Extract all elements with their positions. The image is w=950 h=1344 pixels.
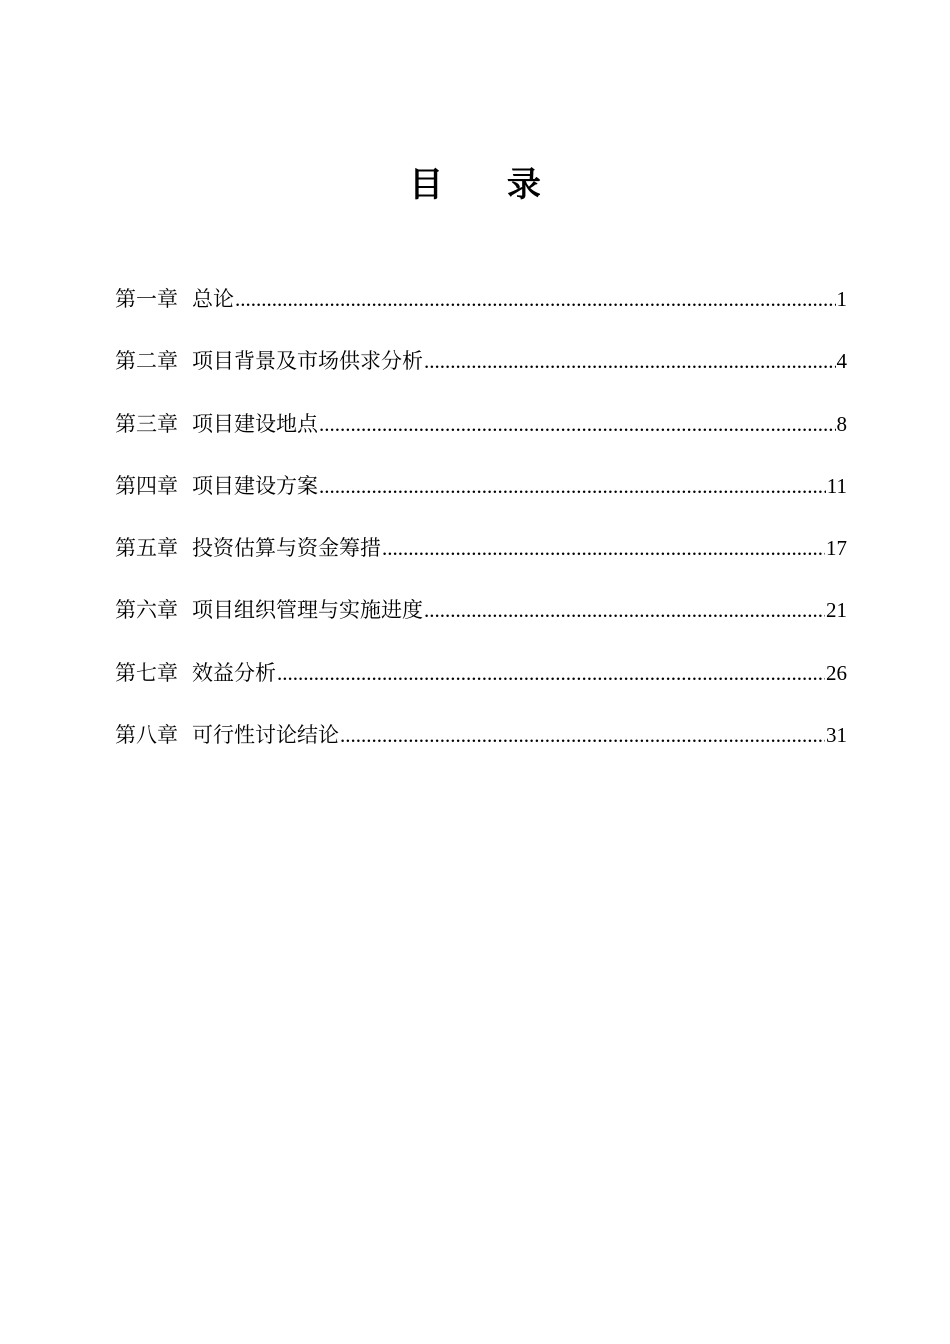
toc-chapter-number: 第六章: [115, 598, 178, 623]
toc-dot-leader: [424, 591, 825, 629]
toc-chapter-title: 可行性讨论结论: [192, 723, 339, 748]
toc-page-number: 4: [836, 349, 847, 374]
toc-entry[interactable]: [115, 467, 847, 529]
toc-title: 目 录: [409, 165, 567, 205]
toc-page-number: 31: [826, 723, 847, 748]
toc-chapter-title: 项目背景及市场供求分析: [192, 349, 423, 374]
toc-chapter-number: 第七章: [115, 660, 178, 685]
toc-chapter-number: 第三章: [115, 411, 178, 436]
toc-dot-leader: [235, 280, 836, 318]
toc-entry[interactable]: [115, 654, 847, 716]
toc-page-number: 8: [836, 411, 847, 436]
toc-dot-leader: [277, 654, 825, 692]
toc-dot-leader: [424, 342, 836, 380]
toc-entry[interactable]: [115, 342, 847, 404]
toc-entry[interactable]: [115, 716, 847, 778]
toc-page-number: 26: [826, 660, 847, 685]
toc-dot-leader: [382, 529, 825, 567]
toc-entry[interactable]: [115, 405, 847, 467]
toc-page-number: 21: [826, 598, 847, 623]
toc-chapter-title: 投资估算与资金筹措: [192, 536, 381, 561]
toc-chapter-number: 第五章: [115, 536, 178, 561]
toc-chapter-title: 项目建设方案: [192, 473, 318, 498]
toc-chapter-title: 项目组织管理与实施进度: [192, 598, 423, 623]
toc-dot-leader: [319, 467, 826, 505]
toc-chapter-title: 项目建设地点: [192, 411, 318, 436]
toc-page-number: 17: [826, 536, 847, 561]
toc-entry[interactable]: [115, 529, 847, 591]
toc-dot-leader: [340, 716, 825, 754]
toc-chapter-number: 第一章: [115, 287, 178, 311]
toc-chapter-number: 第二章: [115, 349, 178, 374]
toc-chapter-number: 第四章: [115, 473, 178, 498]
toc-page-number: 11: [826, 473, 847, 498]
toc-entry[interactable]: [115, 591, 847, 653]
toc-entry[interactable]: [115, 280, 847, 342]
toc-list: [115, 280, 847, 778]
toc-dot-leader: [319, 405, 836, 443]
toc-chapter-title: 效益分析: [192, 660, 276, 685]
toc-chapter-number: 第八章: [115, 723, 178, 748]
toc-chapter-title: 总论: [192, 287, 234, 311]
toc-page-number: 1: [836, 287, 847, 311]
